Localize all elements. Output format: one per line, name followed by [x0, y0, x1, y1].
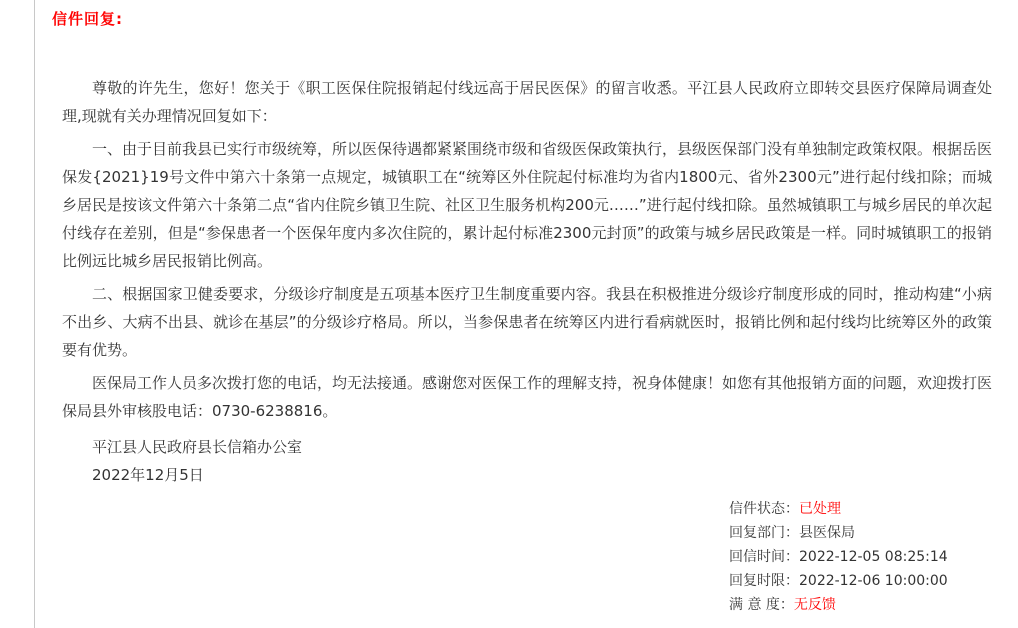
- status-row-reply-time: [729, 545, 948, 569]
- status-value-reply-time: 2022-12-05 08:25:14: [799, 549, 948, 565]
- status-value-deadline: 2022-12-06 10:00:00: [799, 573, 948, 589]
- status-label: 回信时间：: [729, 549, 799, 565]
- status-value-department: 县医保局: [799, 525, 855, 541]
- letter-body: [62, 74, 992, 489]
- status-label: 信件状态：: [729, 501, 799, 517]
- status-value-satisfaction: 无反馈: [793, 597, 836, 613]
- status-label: 回复时限：: [729, 573, 799, 589]
- status-row-letter-state: [729, 497, 948, 521]
- letter-paragraph-contact: 医保局工作人员多次拨打您的电话，均无法接通。感谢您对医保工作的理解支持，祝身体健康！如您有其他报销方面的问题，欢迎拨打医保局县外审核股电话：0730-6238816。: [62, 374, 993, 420]
- letter-paragraph-point-1: 一、由于目前我县已实行市级统筹，所以医保待遇都紧紧围绕市级和省级医保政策执行，县级医保部门没有单独制定政策权限。根据岳医保发{2021}19号文件中第六十条第一点规定，城镇职工在“统筹区外住院起付标准均为省内1800元、省外2300元”进行起付线扣除；而城乡居民是按该文件第六十条第二点“省内住院乡镇卫生院、社区卫生服务机构200元……”进行起付线扣除。虽然城镇职工与城乡居民的单次起付线存在差别，但是“参保患者一个医保年度内多次住院的，累计起付标准2300元封顶”的政策与城乡居民政策是一样。同时城镇职工的报销比例远比城乡居民报销比例高。: [62, 140, 993, 270]
- signature: 平江县人民政府县长信箱办公室: [92, 438, 303, 456]
- status-row-reply-department: [729, 521, 948, 545]
- letter-date: 2022年12月5日: [92, 466, 204, 484]
- letter-paragraph-greeting: 尊敬的许先生，您好！您关于《职工医保住院报销起付线远高于居民医保》的留言收悉。平江县人民政府立即转交县医疗保障局调查处理,现就有关办理情况回复如下：: [62, 79, 992, 125]
- status-label: 满 意 度：: [729, 597, 794, 613]
- status-block: [729, 497, 948, 617]
- status-row-reply-deadline: [729, 569, 948, 593]
- status-row-satisfaction: [729, 593, 948, 617]
- page-title: 信件回复:: [52, 10, 123, 28]
- status-label: 回复部门：: [729, 525, 799, 541]
- letter-paragraph-point-2: 二、根据国家卫健委要求，分级诊疗制度是五项基本医疗卫生制度重要内容。我县在积极推进分级诊疗制度形成的同时，推动构建“小病不出乡、大病不出县、就诊在基层”的分级诊疗格局。所以，当参保患者在统筹区内进行看病就医时，报销比例和起付线均比统筹区外的政策要有优势。: [62, 285, 992, 359]
- status-value-processed: 已处理: [799, 501, 841, 517]
- left-divider: [34, 0, 35, 628]
